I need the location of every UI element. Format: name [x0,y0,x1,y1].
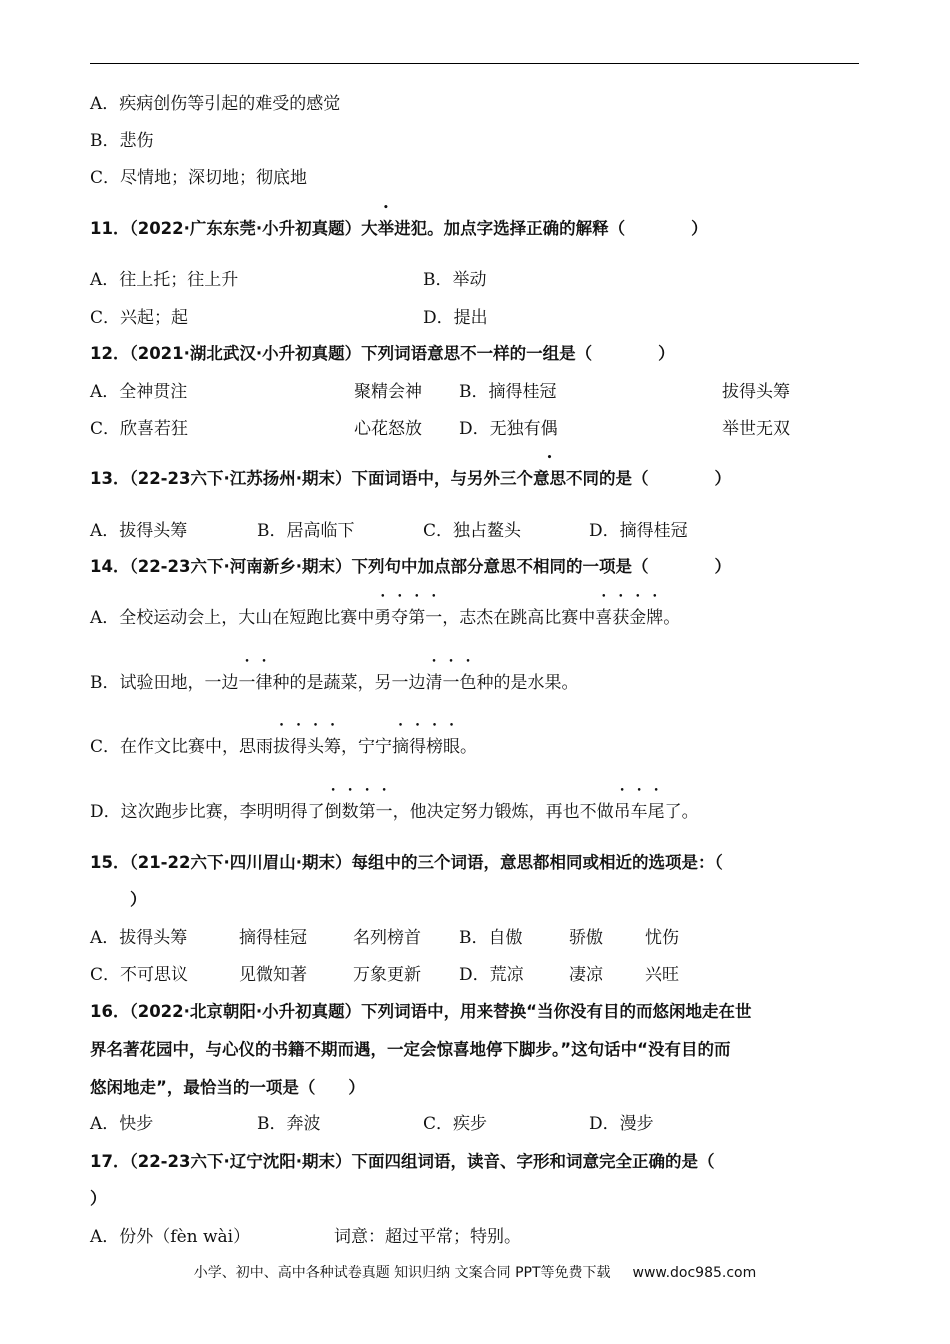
question-15-stem-cont: ） [130,890,147,909]
emphasis-b2: 清一色 [425,673,477,693]
q12-d-word2: 举世无双 [722,419,790,439]
emphasis-a1: 勇夺第一 [374,608,443,628]
q16-option-a: A．快步 [90,1114,154,1134]
q12-b-word1: B．摘得桂冠 [459,382,557,402]
emphasis-d2: 吊车尾 [613,802,665,822]
q14-option-a: A．全校运动会上，大山在短跑比赛中勇夺第一，志杰在跳高比赛中喜获金牌。 [90,608,681,628]
question-16-line1: 16．（2022·北京朝阳·小升初真题）下列词语中，用来替换“当你没有目的而悠闲地走在世 [90,1002,752,1021]
q15-b-word1: B．自傲 [459,928,523,948]
emphasis-dot-text: 意思 [533,469,567,488]
prev-option-c: C．尽情地；深切地；彻底地 [90,168,308,188]
q14-option-b: B．试验田地，一边一律种的是蔬菜，另一边清一色种的是水果。 [90,673,579,693]
q15-d-word1: D．荒凉 [459,965,524,985]
q13-option-a: A．拔得头筹 [90,521,188,541]
question-16-line3: 悠闲地走”，最恰当的一项是（ ） [90,1078,365,1097]
q14-option-d: D．这次跑步比赛，李明明得了倒数第一，他决定努力锻炼，再也不做吊车尾了。 [90,802,699,822]
q11-option-c: C．兴起；起 [90,308,189,328]
page-footer [0,1262,950,1282]
emphasis-c1: 拔得头筹 [273,737,342,757]
emphasis-d1: 倒数第一 [324,802,393,822]
q15-b-word3: 忧伤 [645,928,679,948]
q16-option-b: B．奔波 [257,1114,321,1134]
q12-a-word1: A．全神贯注 [90,382,188,402]
q11-option-a: A．往上托；往上升 [90,270,239,290]
emphasis-dot-char: 举 [377,219,395,238]
q12-d-word1: D．无独有偶 [459,419,558,439]
footer-text: 小学、初中、高中各种试卷真题 知识归纳 文案合同 PPT等免费下载 [193,1265,611,1281]
q12-c-word1: C．欣喜若狂 [90,419,189,439]
prev-option-b: B．悲伤 [90,131,154,151]
q15-b-word2: 骄傲 [569,928,603,948]
q13-option-c: C．独占鳌头 [423,521,522,541]
question-16-line2: 界名著花园中，与心仪的书籍不期而遇，一定会惊喜地停下脚步。”这句话中“没有目的而 [90,1040,731,1059]
q15-d-word3: 兴旺 [645,965,679,985]
q17-option-a-word: A．份外（fèn wài） [90,1227,251,1247]
emphasis-b1: 一律 [238,673,273,693]
q12-b-word2: 拔得头筹 [722,382,790,402]
q17-option-a-meaning: 词意：超过平常；特别。 [334,1227,521,1247]
question-14-stem: 14．（22-23六下·河南新乡·期末）下列句中加点部分意思不相同的一项是（ ） [90,557,732,576]
emphasis-c2: 摘得榜眼 [392,737,461,757]
q12-a-word2: 聚精会神 [354,382,422,402]
footer-url[interactable]: www.doc985.com [632,1265,757,1281]
q14-option-c: C．在作文比赛中，思雨拔得头筹，宁宁摘得榜眼。 [90,737,478,757]
q15-c-word2: 见微知著 [239,965,307,985]
q15-d-word2: 凄凉 [569,965,603,985]
header-rule [90,63,859,64]
question-17-stem: 17．（22-23六下·辽宁沈阳·期末）下面四组词语，读音、字形和词意完全正确的是（ [90,1152,715,1171]
q15-c-word1: C．不可思议 [90,965,189,985]
q12-c-word2: 心花怒放 [354,419,422,439]
question-15-stem: 15．（21-22六下·四川眉山·期末）每组中的三个词语，意思都相同或相近的选项是：（ [90,853,723,872]
q15-c-word3: 万象更新 [353,965,421,985]
question-17-stem-cont: ） [90,1189,107,1208]
q15-a-word2: 摘得桂冠 [239,928,307,948]
emphasis-a2: 喜获金牌 [595,608,664,628]
q11-option-d: D．提出 [423,308,488,328]
q11-option-b: B．举动 [423,270,487,290]
prev-option-a: A．疾病创伤等引起的难受的感觉 [90,94,341,114]
q16-option-c: C．疾步 [423,1114,488,1134]
q16-option-d: D．漫步 [589,1114,654,1134]
question-11-stem: 11．（2022·广东东莞·小升初真题）大举进犯。加点字选择正确的解释（ ） [90,217,708,241]
q15-a-word3: 名列榜首 [353,928,421,948]
q13-option-d: D．摘得桂冠 [589,521,688,541]
question-13-stem: 13．（22-23六下·江苏扬州·期末）下面词语中，与另外三个意思不同的是（ ） [90,467,731,491]
q13-option-b: B．居高临下 [257,521,355,541]
question-12-stem: 12．（2021·湖北武汉·小升初真题）下列词语意思不一样的一组是（ ） [90,344,675,363]
q15-a-word1: A．拔得头筹 [90,928,188,948]
